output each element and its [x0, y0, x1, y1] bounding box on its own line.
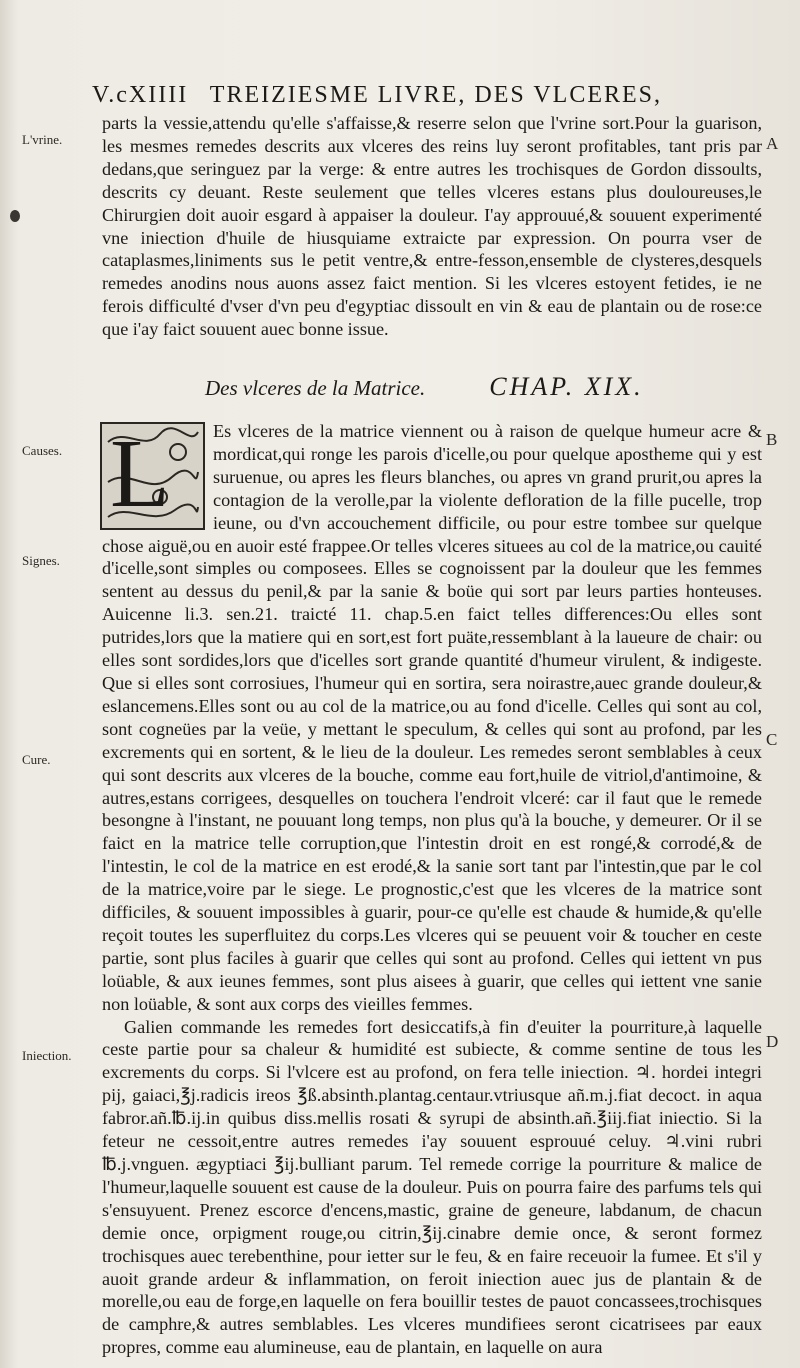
margin-note-iniection: Iniection.	[22, 1048, 72, 1063]
running-header	[92, 82, 662, 109]
margin-ref-c: C	[766, 730, 778, 749]
margin-note-vrine: L'vrine.	[22, 132, 63, 147]
paragraph-causes-signs: Es vlceres de la matrice viennent ou à raison de quelque humeur acre & mordicat,qui ronge les parois d'icelle,ou pour quelque apostheme qui y est suruenue, ou apres les fleurs blanches, ou apres vn grand prurit,ou apres la contagion de la verolle,par la violente defloration de la fille pucelle, trop ieune, ou d'vn accouchement difficile, ou pour estre tombee sur quelque chose aiguë,ou en auoir esté frappee.Or telles vlceres situees au col de la matrice,ou cauité d'icelle,sont simples ou composees. Elles se cognoissent par la douleur que les femmes sentent au dessus du penil,& par la sanie & boüe qui sort par leurs parties honteuses. Auicenne li.3. sen.21. traicté 11. chap.5.en faict telles differences:Ou elles sont putrides,lors que la matiere qui en sort,est fort puäte,ressemblant à la laueure de chair: ou elles sont sordides,lors que d'icelles sort grande quantité d'humeur virulent, & indigeste. Que si elles sont corrosiues, l'humeur qui en sortira, sera noirastre,auec grande douleur,& eslancemens.Elles sont ou au col de la matrice,ou au fond d'icelle. Celles qui sont au col, sont cogneües par la veüe, y mettant le speculum, & celles qui sont au profond, par les excrements qui en sortent, & le lieu de la douleur. Les remedes seront semblables à ceux qui sont descrits aux vlceres de la bouche, comme eau fort,huile de vitriol,d'antimoine, & autres,estans corrigees, desquelles on touchera l'endroit vlceré: car il faut que le remede besongne à l'instant, ne pouuant long temps, non plus qu'à la bouche, y demeurer. Or il se faict en la matrice telle corruption,que l'intestin droit en est rongé,& corrodé,& de l'intestin, le col de la matrice en est erodé,& la sanie sort tant par l'intestin,que par le col de la matrice,voire par le siege. Le prognostic,c'est que les vlceres de la matrice sont difficiles, & souuent impossibles à guarir, pour-ce qu'elle est chaude & humide,& qu'elle reçoit toutes les superfluitez du corps.Les vlceres qui se peuuent voir & toucher en ceste partie, sont plus faciles à guarir que celles qui sont au profond. Celles qui iettent vn pus loüable, & aux ieunes femmes, sont plus aisees à guarir, que celles qui iettent vne sanie non loüable, & sont aux corps des vieilles femmes.	[102, 421, 762, 1014]
ink-blot	[10, 210, 20, 222]
dropcap-letter: L	[110, 420, 170, 528]
folio-number: V.cXIIII	[92, 82, 189, 108]
margin-ref-b: B	[766, 430, 778, 449]
chapter-heading	[205, 372, 725, 402]
margin-ref-a: A	[766, 134, 779, 153]
chapter-number: CHAP. XIX.	[489, 372, 644, 401]
chapter-body	[102, 420, 762, 1359]
margin-note-cure: Cure.	[22, 752, 51, 767]
chapter-title: Des vlceres de la Matrice.	[205, 376, 426, 400]
paragraph-text: Galien commande les remedes fort desiccatifs,à fin d'euiter la pourriture,à laquelle ceste partie pour sa chaleur & humidité est subiecte, & comme sentine de tous les excrements du corps. Si l'vlcere est au profond, on fera telle iniection. ♃. hordei integri pij, gaiaci,℥j.radicis ireos ℥ß.absinth.plantag.centaur.vtriusque añ.m.j.fiat decoct. in aqua fabror.añ.℔.ij.in quibus diss.mellis rosati & syrupi de absinth.añ.℥iij.fiat iniectio. Si la feteur ne cessoit,entre autres remedes i'ay souuent esprouué celuy. ♃.vini rubri ℔.j.vnguen. ægyptiaci ℥ij.bulliant parum. Tel remede corrige la pourriture & malice de l'humeur,laquelle souuent est cause de la douleur. Puis on pourra faire des parfums tels qui s'ensuyuent. Prenez escorce d'encens,mastic, graine de geneure, labdanum, de chacun demie once, orpigment rouge,ou citrin,℥ij.cinabre demie once, & seront formez trochisques auec terebenthine, pour ietter sur le feu, & en faire receuoir la fumee. Et s'il y auoit grande ardeur & inflammation, on feroit iniection auec jus de plantain & de morelle,ou eau de forge,en laquelle on fera bouillir testes de pauot concassees,trochisques de camphre,& autres semblables. Les vlceres mundifiees seront cicatrisees par eaux propres, comme eau alumineuse, eau de plantain, en laquelle on aura	[102, 1016, 762, 1358]
paragraph-text: parts la vessie,attendu qu'elle s'affaisse,& reserre selon que l'vrine sort.Pour la guarison, les mesmes remedes descrits aux vlceres des reins luy seront profitables, tant pris par dedans,que seringuez par la verge: & entre autres les trochisques de Gordon dissoults, descrits cy deuant. Reste seulement que telles vlceres estans plus douloureuses,le Chirurgien doit auoir esgard à appaiser la douleur. I'ay approuué,& souuent experimenté vne iniection d'huile de hiusquiame extraicte par expression. On pourra vser de cataplasmes,liniments sus le petit ventre,& entre-fesson,ensemble de clysteres,desquels remedes anodins nous auons assez faict mention. Si les vlceres estoyent fetides, ie ne ferois difficulté d'vser d'vn peu d'egyptiac dissoult en vin & eau de plantain ou de rose:ce que i'ay faict souuent auec bonne issue.	[102, 113, 762, 340]
running-title: TREIZIESME LIVRE, DES VLCERES,	[209, 82, 662, 108]
margin-ref-d: D	[766, 1032, 779, 1051]
ornate-dropcap	[100, 422, 205, 530]
paragraph-urine-remedies	[102, 112, 762, 341]
margin-note-signes: Signes.	[22, 553, 60, 568]
paragraph-galien	[102, 1016, 762, 1360]
margin-note-causes: Causes.	[22, 443, 63, 458]
